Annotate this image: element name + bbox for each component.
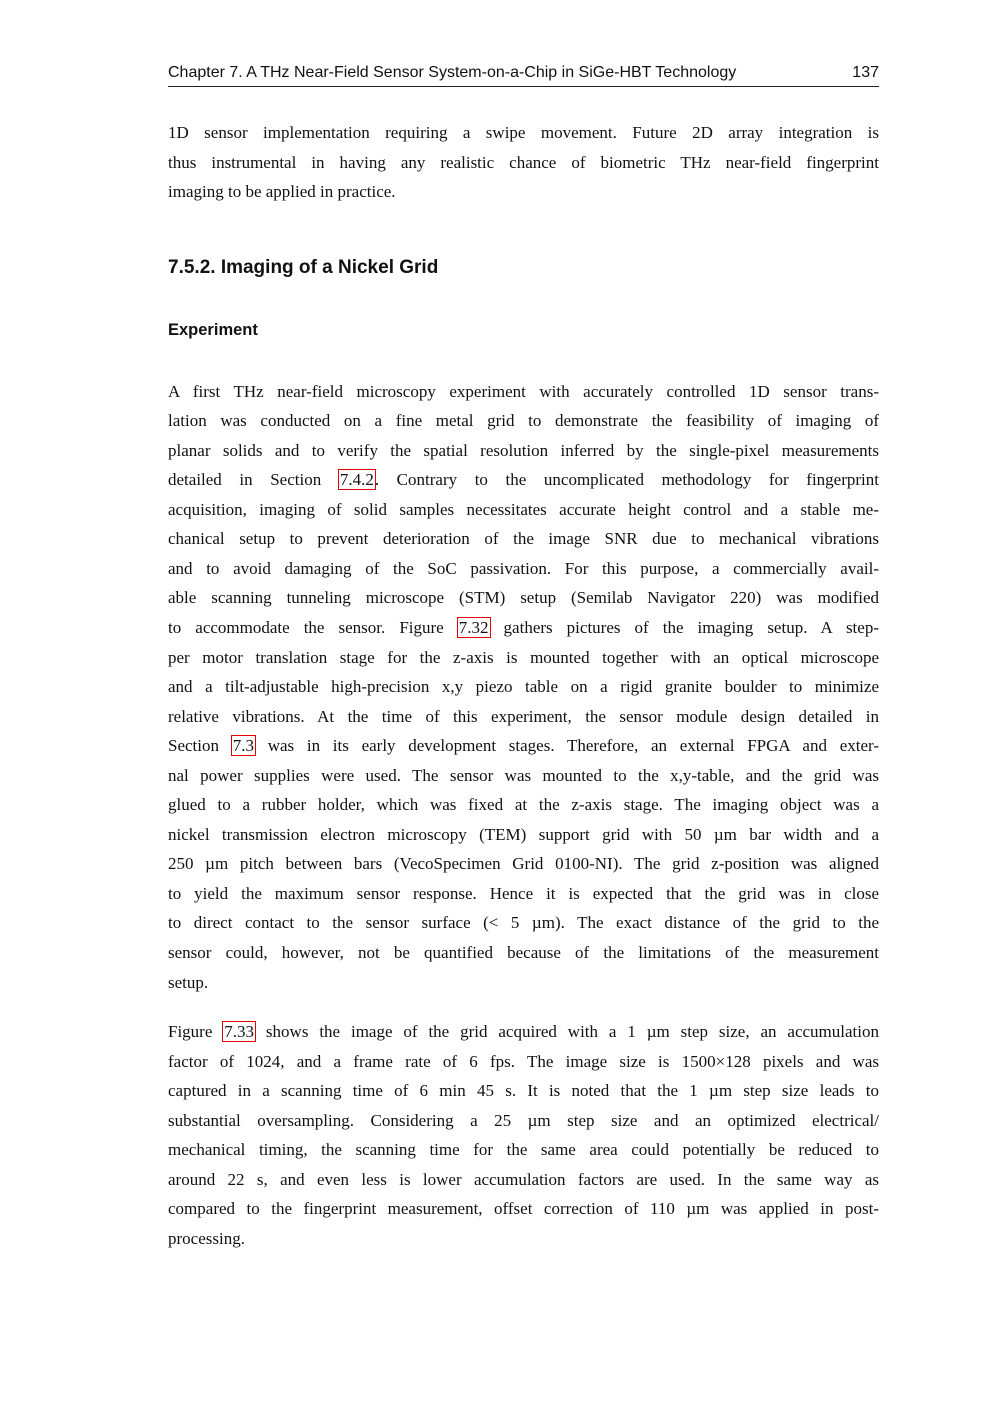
text-segment: Section [168,736,232,756]
text-line [168,1047,879,1077]
text-line [168,879,879,909]
text-segment: acquisition, imaging of solid samples necessitates accurate height control and a stable me- [168,499,879,519]
text-line [168,820,879,850]
text-line [168,613,879,643]
text-segment: nickel transmission electron microscopy (TEM) support grid with 50 µm bar width and a [168,824,879,844]
paragraph-experiment [168,377,879,997]
cross-reference-link[interactable]: 7.4.2 [339,470,374,490]
section-heading: 7.5.2. Imaging of a Nickel Grid [168,256,439,278]
text-segment: planar solids and to verify the spatial resolution inferred by the single-pixel measurements [168,440,879,460]
text-segment: relative vibrations. At the time of this experiment, the sensor module design detailed in [168,706,879,726]
text-line [168,1165,879,1195]
paragraph-intro [168,118,879,207]
text-segment: to direct contact to the sensor surface (< 5 µm). The exact distance of the grid to the [168,913,879,933]
text-segment: glued to a rubber holder, which was fixed at the z-axis stage. The imaging object was a [168,795,879,815]
text-line [168,495,879,525]
subsection-heading: Experiment [168,320,258,339]
text-segment: thus instrumental in having any realistic chance of biometric THz near-field fingerprint [168,152,879,172]
text-segment: substantial oversampling. Considering a 25 µm step size and an optimized electrical/ [168,1110,879,1130]
text-line [168,583,879,613]
text-segment: nal power supplies were used. The sensor was mounted to the x,y-table, and the grid was [168,765,879,785]
cross-reference-link[interactable]: 7.33 [224,1022,255,1042]
text-line [168,790,879,820]
text-segment: compared to the fingerprint measurement, offset correction of 110 µm was applied in post- [168,1199,879,1219]
text-segment: 250 µm pitch between bars (VecoSpecimen Grid 0100-NI). The grid z-position was aligned [168,854,879,874]
text-segment: sensor could, however, not be quantified because of the limitations of the measurement [168,943,879,963]
text-line [168,849,879,879]
text-line [168,1224,879,1254]
text-line [168,377,879,407]
text-line [168,761,879,791]
text-line [168,672,879,702]
text-segment: processing. [168,1228,245,1248]
text-segment: around 22 s, and even less is lower accumulation factors are used. In the same way as [168,1169,879,1189]
text-line [168,1076,879,1106]
text-segment: . Contrary to the uncomplicated methodology for fingerprint [374,470,879,490]
text-line [168,1106,879,1136]
text-segment: mechanical timing, the scanning time for the same area could potentially be reduced to [168,1140,879,1160]
cross-reference-link[interactable]: 7.32 [458,618,489,638]
text-segment: setup. [168,972,209,992]
chapter-title: Chapter 7. A THz Near-Field Sensor System-on-a-Chip in SiGe-HBT Technology [168,64,737,81]
text-segment: imaging to be applied in practice. [168,182,396,202]
text-segment: detailed in Section [168,470,339,490]
text-line [168,702,879,732]
text-line [168,465,879,495]
text-segment: shows the image of the grid acquired with a 1 µm step size, an accumulation [255,1022,879,1042]
text-line [168,118,879,148]
text-segment: and to avoid damaging of the SoC passivation. For this purpose, a commercially avail- [168,558,879,578]
text-line [168,643,879,673]
page-number: 137 [852,64,879,81]
text-segment: chanical setup to prevent deterioration of the image SNR due to mechanical vibrations [168,529,879,549]
text-line [168,524,879,554]
text-segment: A first THz near-field microscopy experiment with accurately controlled 1D sensor trans- [168,381,879,401]
text-line [168,406,879,436]
text-segment: to yield the maximum sensor response. Hence it is expected that the grid was in close [168,883,879,903]
cross-reference-link[interactable]: 7.3 [232,736,254,756]
text-segment: to accommodate the sensor. Figure [168,618,458,638]
text-line [168,731,879,761]
text-segment: gathers pictures of the imaging setup. A step- [489,618,879,638]
text-segment: 1D sensor implementation requiring a swipe movement. Future 2D array integration is [168,123,879,142]
text-line [168,1194,879,1224]
text-segment: able scanning tunneling microscope (STM) setup (Semilab Navigator 220) was modified [168,588,879,608]
text-line [168,554,879,584]
paragraph-results [168,1017,879,1253]
text-segment: per motor translation stage for the z-axis is mounted together with an optical microscope [168,647,879,667]
text-line [168,968,879,998]
text-line [168,436,879,466]
text-line [168,938,879,968]
text-line [168,177,879,207]
text-line [168,1135,879,1165]
text-segment: Figure [168,1022,224,1042]
text-line [168,148,879,178]
text-segment: and a tilt-adjustable high-precision x,y piezo table on a rigid granite boulder to minimize [168,677,879,697]
text-line [168,908,879,938]
text-segment: was in its early development stages. Therefore, an external FPGA and exter- [254,736,879,756]
text-segment: factor of 1024, and a frame rate of 6 fps. The image size is 1500×128 pixels and was [168,1051,879,1071]
text-segment: lation was conducted on a fine metal grid to demonstrate the feasibility of imaging of [168,411,879,431]
text-segment: captured in a scanning time of 6 min 45 s. It is noted that the 1 µm step size leads to [168,1081,879,1101]
text-line [168,1017,879,1047]
running-header [168,62,879,87]
